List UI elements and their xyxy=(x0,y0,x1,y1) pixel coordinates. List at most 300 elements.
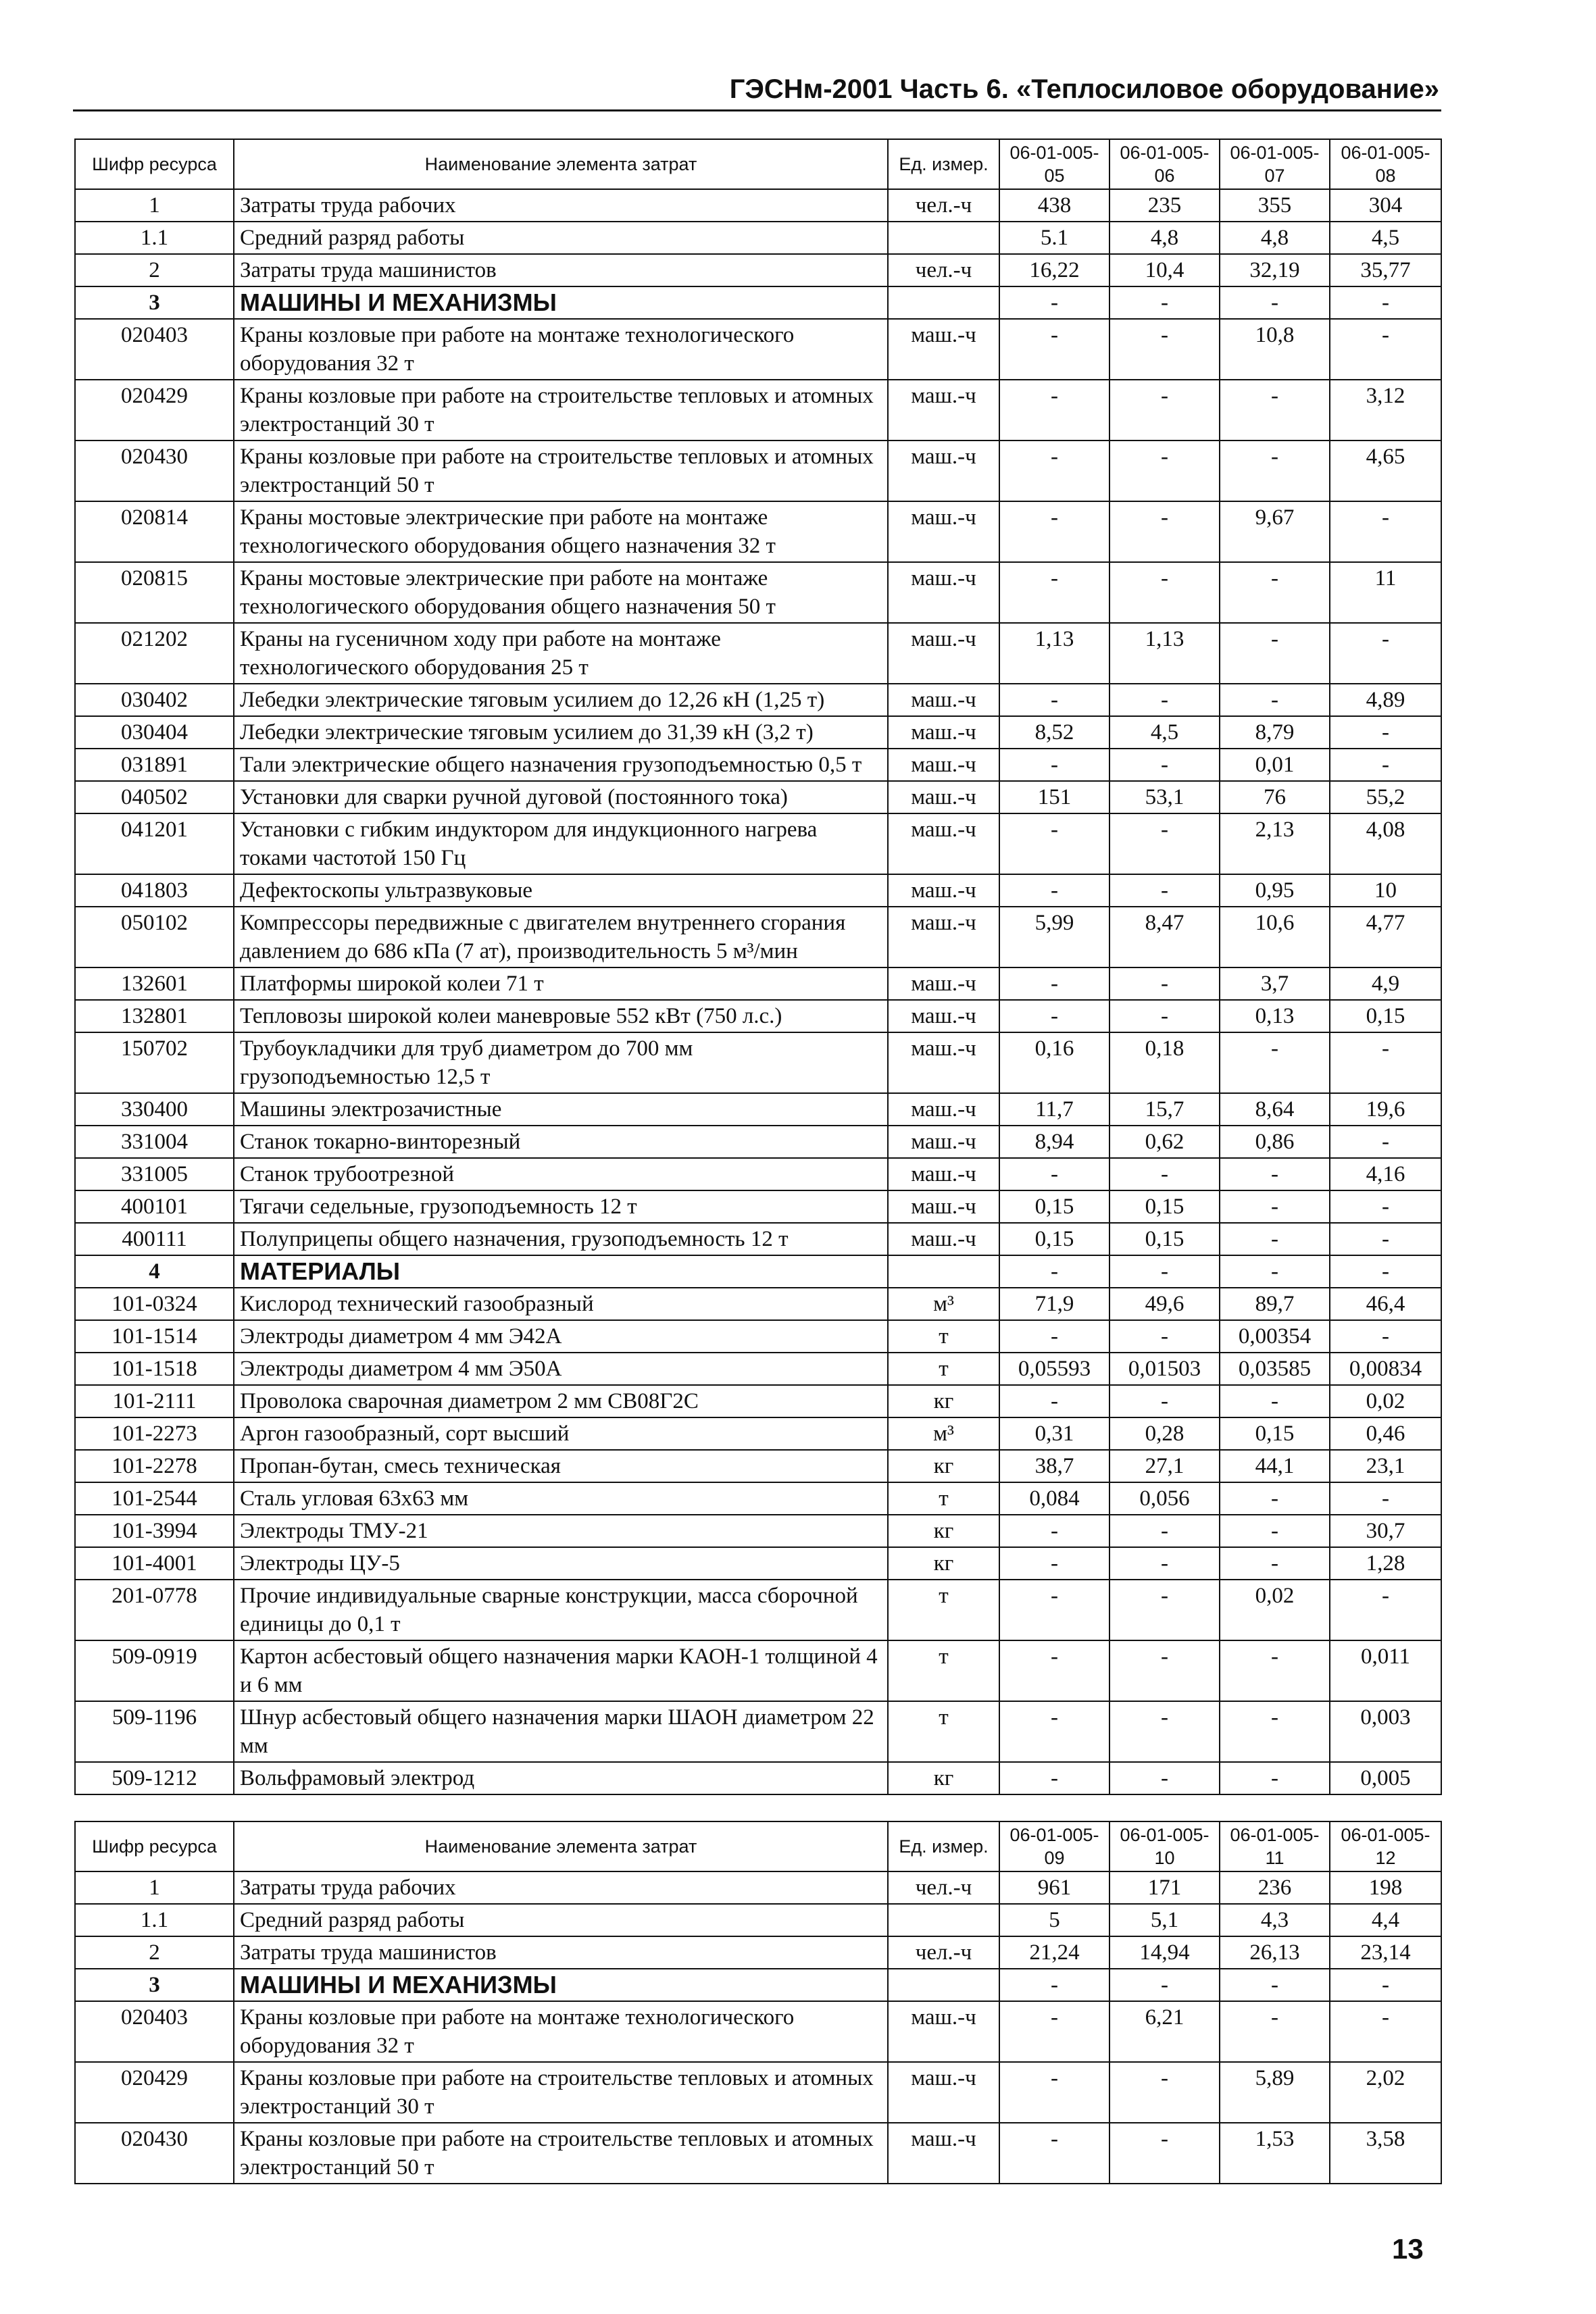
table-row xyxy=(75,562,1441,623)
value-cell: 4,89 xyxy=(1330,684,1441,716)
value-cell: - xyxy=(1330,2001,1441,2062)
resource-name-cell: Тали электрические общего назначения грузоподъемностью 0,5 т xyxy=(234,749,888,781)
value-cell: - xyxy=(1330,1580,1441,1640)
unit-cell: чел.-ч xyxy=(888,189,999,222)
table-row xyxy=(75,319,1441,380)
value-cell: - xyxy=(999,749,1109,781)
table-row xyxy=(75,2001,1441,2062)
resource-code-cell: 331004 xyxy=(75,1126,234,1158)
value-cell: 0,15 xyxy=(1109,1223,1220,1255)
resource-code-cell: 101-2544 xyxy=(75,1482,234,1515)
header-col-3: 06-01-005-11 xyxy=(1220,1821,1330,1871)
table-row xyxy=(75,1223,1441,1255)
value-cell: 0,86 xyxy=(1220,1126,1330,1158)
table-row xyxy=(75,1000,1441,1032)
table-row xyxy=(75,189,1441,222)
resource-name-cell: Краны мостовые электрические при работе на монтаже технологического оборудования общего назначения 32 т xyxy=(234,501,888,562)
unit-cell: маш.-ч xyxy=(888,380,999,441)
resource-name-cell: Средний разряд работы xyxy=(234,1904,888,1936)
table-row xyxy=(75,441,1441,501)
unit-cell xyxy=(888,1969,999,2001)
value-cell: - xyxy=(999,813,1109,874)
resource-code-cell: 101-1514 xyxy=(75,1320,234,1353)
value-cell: 27,1 xyxy=(1109,1450,1220,1482)
resource-code-cell: 1.1 xyxy=(75,1904,234,1936)
value-cell: 0,95 xyxy=(1220,874,1330,907)
unit-cell: м³ xyxy=(888,1288,999,1320)
value-cell: 10 xyxy=(1330,874,1441,907)
table-row xyxy=(75,1158,1441,1190)
header-col-1: 06-01-005-05 xyxy=(999,139,1109,189)
value-cell: 1,13 xyxy=(1109,623,1220,684)
value-cell: 89,7 xyxy=(1220,1288,1330,1320)
unit-cell: кг xyxy=(888,1515,999,1547)
unit-cell: маш.-ч xyxy=(888,1190,999,1223)
value-cell: 0,16 xyxy=(999,1032,1109,1093)
resource-code-cell: 509-0919 xyxy=(75,1640,234,1701)
resource-name-cell: МАШИНЫ И МЕХАНИЗМЫ xyxy=(234,1969,888,2001)
unit-cell: кг xyxy=(888,1762,999,1794)
unit-cell: маш.-ч xyxy=(888,749,999,781)
value-cell: - xyxy=(1220,380,1330,441)
value-cell: - xyxy=(1330,1190,1441,1223)
value-cell: - xyxy=(999,1547,1109,1580)
resource-name-cell: Дефектоскопы ультразвуковые xyxy=(234,874,888,907)
header-name: Наименование элемента затрат xyxy=(234,139,888,189)
table-row xyxy=(75,1580,1441,1640)
unit-cell xyxy=(888,222,999,254)
resource-name-cell: Тепловозы широкой колеи маневровые 552 кВт (750 л.с.) xyxy=(234,1000,888,1032)
value-cell: - xyxy=(1220,623,1330,684)
value-cell: 171 xyxy=(1109,1871,1220,1904)
value-cell: - xyxy=(1220,1547,1330,1580)
resource-name-cell: Краны козловые при работе на монтаже технологического оборудования 32 т xyxy=(234,2001,888,2062)
value-cell: - xyxy=(1109,501,1220,562)
value-cell: 0,15 xyxy=(1109,1190,1220,1223)
header-code: Шифр ресурса xyxy=(75,1821,234,1871)
table-row xyxy=(75,2062,1441,2123)
value-cell: - xyxy=(1220,1762,1330,1794)
resource-name-cell: Станок токарно-винторезный xyxy=(234,1126,888,1158)
resource-name-cell: Краны козловые при работе на строительстве тепловых и атомных электростанций 30 т xyxy=(234,380,888,441)
resource-code-cell: 101-2278 xyxy=(75,1450,234,1482)
value-cell: 5,89 xyxy=(1220,2062,1330,2123)
value-cell: 0,01 xyxy=(1220,749,1330,781)
value-cell: 5.1 xyxy=(999,222,1109,254)
value-cell: 4,3 xyxy=(1220,1904,1330,1936)
value-cell: - xyxy=(1220,1190,1330,1223)
resource-name-cell: Аргон газообразный, сорт высший xyxy=(234,1417,888,1450)
resource-code-cell: 201-0778 xyxy=(75,1580,234,1640)
table-row xyxy=(75,501,1441,562)
value-cell: 55,2 xyxy=(1330,781,1441,813)
value-cell: - xyxy=(1330,1969,1441,2001)
resource-code-cell: 1 xyxy=(75,189,234,222)
unit-cell: маш.-ч xyxy=(888,623,999,684)
header-col-4: 06-01-005-12 xyxy=(1330,1821,1441,1871)
resource-code-cell: 020815 xyxy=(75,562,234,623)
value-cell: 0,05593 xyxy=(999,1353,1109,1385)
table-row xyxy=(75,1640,1441,1701)
resource-name-cell: Средний разряд работы xyxy=(234,222,888,254)
value-cell: 304 xyxy=(1330,189,1441,222)
value-cell: 53,1 xyxy=(1109,781,1220,813)
resource-name-cell: Станок трубоотрезной xyxy=(234,1158,888,1190)
resource-code-cell: 101-0324 xyxy=(75,1288,234,1320)
value-cell: 8,47 xyxy=(1109,907,1220,967)
unit-cell: маш.-ч xyxy=(888,907,999,967)
value-cell: 438 xyxy=(999,189,1109,222)
value-cell: - xyxy=(1109,1969,1220,2001)
value-cell: - xyxy=(1109,749,1220,781)
table-row xyxy=(75,1353,1441,1385)
resource-code-cell: 132601 xyxy=(75,967,234,1000)
value-cell: 4,9 xyxy=(1330,967,1441,1000)
table-row xyxy=(75,2123,1441,2184)
value-cell: 0,13 xyxy=(1220,1000,1330,1032)
resource-code-cell: 020403 xyxy=(75,2001,234,2062)
value-cell: - xyxy=(1330,286,1441,319)
table-row xyxy=(75,1288,1441,1320)
value-cell: 0,011 xyxy=(1330,1640,1441,1701)
resource-name-cell: Установки для сварки ручной дуговой (постоянного тока) xyxy=(234,781,888,813)
value-cell: 23,1 xyxy=(1330,1450,1441,1482)
table-row xyxy=(75,1482,1441,1515)
header-unit: Ед. измер. xyxy=(888,139,999,189)
unit-cell: маш.-ч xyxy=(888,441,999,501)
unit-cell: маш.-ч xyxy=(888,319,999,380)
value-cell: 4,16 xyxy=(1330,1158,1441,1190)
unit-cell: т xyxy=(888,1701,999,1762)
resource-code-cell: 020429 xyxy=(75,380,234,441)
resource-name-cell: Краны козловые при работе на строительстве тепловых и атомных электростанций 50 т xyxy=(234,2123,888,2184)
resource-code-cell: 400101 xyxy=(75,1190,234,1223)
value-cell: - xyxy=(1109,562,1220,623)
resource-name-cell: Краны козловые при работе на монтаже технологического оборудования 32 т xyxy=(234,319,888,380)
resource-name-cell: Вольфрамовый электрод xyxy=(234,1762,888,1794)
value-cell: 0,01503 xyxy=(1109,1353,1220,1385)
value-cell: - xyxy=(1109,380,1220,441)
table-row xyxy=(75,254,1441,286)
value-cell: 10,6 xyxy=(1220,907,1330,967)
resource-code-cell: 509-1212 xyxy=(75,1762,234,1794)
resource-code-cell: 1 xyxy=(75,1871,234,1904)
value-cell: - xyxy=(1330,1126,1441,1158)
value-cell: - xyxy=(999,2062,1109,2123)
value-cell: - xyxy=(1330,1320,1441,1353)
unit-cell: кг xyxy=(888,1547,999,1580)
resource-code-cell: 050102 xyxy=(75,907,234,967)
unit-cell: маш.-ч xyxy=(888,562,999,623)
value-cell: - xyxy=(999,684,1109,716)
value-cell: 5,1 xyxy=(1109,1904,1220,1936)
value-cell: 3,58 xyxy=(1330,2123,1441,2184)
resource-code-cell: 030402 xyxy=(75,684,234,716)
unit-cell xyxy=(888,1904,999,1936)
resource-name-cell: Установки с гибким индуктором для индукционного нагрева токами частотой 150 Гц xyxy=(234,813,888,874)
resource-code-cell: 041803 xyxy=(75,874,234,907)
value-cell: 1,28 xyxy=(1330,1547,1441,1580)
value-cell: - xyxy=(1330,1032,1441,1093)
value-cell: - xyxy=(1220,1640,1330,1701)
value-cell: 2,13 xyxy=(1220,813,1330,874)
section-row xyxy=(75,1255,1441,1288)
value-cell: 76 xyxy=(1220,781,1330,813)
resource-code-cell: 1.1 xyxy=(75,222,234,254)
value-cell: - xyxy=(1109,967,1220,1000)
table-row xyxy=(75,684,1441,716)
page-number: 13 xyxy=(1392,2233,1424,2265)
value-cell: 0,62 xyxy=(1109,1126,1220,1158)
table-header-row xyxy=(75,139,1441,189)
value-cell: 9,67 xyxy=(1220,501,1330,562)
table-row xyxy=(75,222,1441,254)
table-row xyxy=(75,380,1441,441)
resource-code-cell: 330400 xyxy=(75,1093,234,1126)
value-cell: - xyxy=(999,1385,1109,1417)
resource-code-cell: 2 xyxy=(75,254,234,286)
value-cell: - xyxy=(1109,1515,1220,1547)
value-cell: - xyxy=(1220,1223,1330,1255)
table-row xyxy=(75,1093,1441,1126)
resource-name-cell: Машины электрозачистные xyxy=(234,1093,888,1126)
value-cell: - xyxy=(1109,1385,1220,1417)
value-cell: 23,14 xyxy=(1330,1936,1441,1969)
resource-code-cell: 020430 xyxy=(75,2123,234,2184)
value-cell: - xyxy=(999,319,1109,380)
resource-name-cell: Проволока сварочная диаметром 2 мм СВ08Г2С xyxy=(234,1385,888,1417)
value-cell: - xyxy=(999,380,1109,441)
value-cell: 26,13 xyxy=(1220,1936,1330,1969)
value-cell: - xyxy=(1220,562,1330,623)
value-cell: 16,22 xyxy=(999,254,1109,286)
section-row xyxy=(75,286,1441,319)
value-cell: 10,8 xyxy=(1220,319,1330,380)
value-cell: 3,12 xyxy=(1330,380,1441,441)
resource-name-cell: Краны козловые при работе на строительстве тепловых и атомных электростанций 50 т xyxy=(234,441,888,501)
header-col-2: 06-01-005-06 xyxy=(1109,139,1220,189)
table-row xyxy=(75,1385,1441,1417)
resource-code-cell: 020429 xyxy=(75,2062,234,2123)
resource-name-cell: МАШИНЫ И МЕХАНИЗМЫ xyxy=(234,286,888,319)
page-header-title: ГЭСНм-2001 Часть 6. «Теплосиловое оборудование» xyxy=(729,74,1439,104)
header-col-1: 06-01-005-09 xyxy=(999,1821,1109,1871)
value-cell: - xyxy=(1220,684,1330,716)
resource-code-cell: 101-3994 xyxy=(75,1515,234,1547)
value-cell: 14,94 xyxy=(1109,1936,1220,1969)
unit-cell: маш.-ч xyxy=(888,684,999,716)
header-col-4: 06-01-005-08 xyxy=(1330,139,1441,189)
resource-name-cell: Шнур асбестовый общего назначения марки ШАОН диаметром 22 мм xyxy=(234,1701,888,1762)
value-cell: 38,7 xyxy=(999,1450,1109,1482)
value-cell: 11 xyxy=(1330,562,1441,623)
table-row xyxy=(75,781,1441,813)
table-row xyxy=(75,1417,1441,1450)
unit-cell: маш.-ч xyxy=(888,2123,999,2184)
value-cell: 4,08 xyxy=(1330,813,1441,874)
unit-cell: чел.-ч xyxy=(888,1936,999,1969)
value-cell: 4,8 xyxy=(1220,222,1330,254)
value-cell: 198 xyxy=(1330,1871,1441,1904)
table-row xyxy=(75,1126,1441,1158)
value-cell: - xyxy=(1220,1515,1330,1547)
value-cell: - xyxy=(1220,2001,1330,2062)
value-cell: - xyxy=(1109,441,1220,501)
resource-table-1 xyxy=(74,139,1442,1795)
value-cell: 11,7 xyxy=(999,1093,1109,1126)
value-cell: - xyxy=(999,2123,1109,2184)
resource-code-cell: 021202 xyxy=(75,623,234,684)
value-cell: - xyxy=(1109,2123,1220,2184)
value-cell: - xyxy=(1220,1158,1330,1190)
value-cell: - xyxy=(999,1158,1109,1190)
value-cell: 4,5 xyxy=(1330,222,1441,254)
value-cell: - xyxy=(1330,1255,1441,1288)
value-cell: 4,77 xyxy=(1330,907,1441,967)
resource-name-cell: Трубоукладчики для труб диаметром до 700 мм грузоподъемностью 12,5 т xyxy=(234,1032,888,1093)
unit-cell: маш.-ч xyxy=(888,1000,999,1032)
resource-name-cell: Электроды диаметром 4 мм Э42А xyxy=(234,1320,888,1353)
resource-name-cell: Тягачи седельные, грузоподъемность 12 т xyxy=(234,1190,888,1223)
value-cell: 0,00354 xyxy=(1220,1320,1330,1353)
resource-name-cell: Краны мостовые электрические при работе на монтаже технологического оборудования общего назначения 50 т xyxy=(234,562,888,623)
table-row xyxy=(75,813,1441,874)
value-cell: 0,03585 xyxy=(1220,1353,1330,1385)
value-cell: 71,9 xyxy=(999,1288,1109,1320)
unit-cell: маш.-ч xyxy=(888,874,999,907)
resource-code-cell: 020814 xyxy=(75,501,234,562)
value-cell: 0,005 xyxy=(1330,1762,1441,1794)
header-col-2: 06-01-005-10 xyxy=(1109,1821,1220,1871)
resource-name-cell: Затраты труда машинистов xyxy=(234,1936,888,1969)
value-cell: 8,64 xyxy=(1220,1093,1330,1126)
value-cell: 32,19 xyxy=(1220,254,1330,286)
table-row xyxy=(75,1190,1441,1223)
value-cell: - xyxy=(999,2001,1109,2062)
value-cell: - xyxy=(999,967,1109,1000)
table-row xyxy=(75,1032,1441,1093)
value-cell: 0,18 xyxy=(1109,1032,1220,1093)
unit-cell: маш.-ч xyxy=(888,2001,999,2062)
unit-cell: маш.-ч xyxy=(888,1158,999,1190)
table-row xyxy=(75,1762,1441,1794)
value-cell: - xyxy=(1109,813,1220,874)
unit-cell: т xyxy=(888,1353,999,1385)
value-cell: 1,53 xyxy=(1220,2123,1330,2184)
value-cell: - xyxy=(1109,1580,1220,1640)
unit-cell: маш.-ч xyxy=(888,1093,999,1126)
value-cell: - xyxy=(999,1640,1109,1701)
value-cell: - xyxy=(999,1969,1109,2001)
value-cell: - xyxy=(1330,623,1441,684)
value-cell: - xyxy=(999,1701,1109,1762)
value-cell: - xyxy=(1109,1640,1220,1701)
table-header-row xyxy=(75,1821,1441,1871)
resource-name-cell: Краны козловые при работе на строительстве тепловых и атомных электростанций 30 т xyxy=(234,2062,888,2123)
table-row xyxy=(75,1515,1441,1547)
value-cell: 355 xyxy=(1220,189,1330,222)
value-cell: 0,02 xyxy=(1330,1385,1441,1417)
value-cell: - xyxy=(1109,1762,1220,1794)
value-cell: 4,8 xyxy=(1109,222,1220,254)
value-cell: 35,77 xyxy=(1330,254,1441,286)
value-cell: 236 xyxy=(1220,1871,1330,1904)
value-cell: - xyxy=(1220,1482,1330,1515)
value-cell: - xyxy=(1109,1547,1220,1580)
unit-cell: чел.-ч xyxy=(888,254,999,286)
resource-code-cell: 030404 xyxy=(75,716,234,749)
value-cell: 961 xyxy=(999,1871,1109,1904)
value-cell: 2,02 xyxy=(1330,2062,1441,2123)
unit-cell: т xyxy=(888,1580,999,1640)
value-cell: 0,15 xyxy=(999,1190,1109,1223)
value-cell: - xyxy=(1109,684,1220,716)
unit-cell: кг xyxy=(888,1450,999,1482)
resource-name-cell: Затраты труда рабочих xyxy=(234,1871,888,1904)
value-cell: - xyxy=(1220,1385,1330,1417)
resource-name-cell: Электроды ТМУ-21 xyxy=(234,1515,888,1547)
header-divider xyxy=(73,109,1441,111)
value-cell: 5 xyxy=(999,1904,1109,1936)
table-row xyxy=(75,1450,1441,1482)
table-row xyxy=(75,1936,1441,1969)
unit-cell: маш.-ч xyxy=(888,1223,999,1255)
resource-name-cell: Электроды диаметром 4 мм Э50А xyxy=(234,1353,888,1385)
value-cell: - xyxy=(1109,1158,1220,1190)
value-cell: - xyxy=(1220,441,1330,501)
resource-code-cell: 2 xyxy=(75,1936,234,1969)
resource-code-cell: 132801 xyxy=(75,1000,234,1032)
value-cell: - xyxy=(1330,319,1441,380)
value-cell: 4,5 xyxy=(1109,716,1220,749)
resource-code-cell: 3 xyxy=(75,286,234,319)
resource-code-cell: 041201 xyxy=(75,813,234,874)
resource-code-cell: 331005 xyxy=(75,1158,234,1190)
resource-name-cell: Прочие индивидуальные сварные конструкции, масса сборочной единицы до 0,1 т xyxy=(234,1580,888,1640)
resource-name-cell: Сталь угловая 63х63 мм xyxy=(234,1482,888,1515)
value-cell: - xyxy=(999,1762,1109,1794)
resource-name-cell: Картон асбестовый общего назначения марки КАОН-1 толщиной 4 и 6 мм xyxy=(234,1640,888,1701)
value-cell: 0,02 xyxy=(1220,1580,1330,1640)
resource-name-cell: Компрессоры передвижные с двигателем внутреннего сгорания давлением до 686 кПа (7 ат), производительность 5 м³/мин xyxy=(234,907,888,967)
value-cell: 30,7 xyxy=(1330,1515,1441,1547)
value-cell: 0,084 xyxy=(999,1482,1109,1515)
table-row xyxy=(75,967,1441,1000)
value-cell: 8,79 xyxy=(1220,716,1330,749)
value-cell: - xyxy=(1220,1255,1330,1288)
value-cell: 0,46 xyxy=(1330,1417,1441,1450)
value-cell: 46,4 xyxy=(1330,1288,1441,1320)
unit-cell: маш.-ч xyxy=(888,781,999,813)
resource-name-cell: МАТЕРИАЛЫ xyxy=(234,1255,888,1288)
value-cell: - xyxy=(999,1580,1109,1640)
unit-cell: маш.-ч xyxy=(888,967,999,1000)
header-unit: Ед. измер. xyxy=(888,1821,999,1871)
value-cell: 15,7 xyxy=(1109,1093,1220,1126)
table-row xyxy=(75,1320,1441,1353)
value-cell: 0,00834 xyxy=(1330,1353,1441,1385)
value-cell: 0,31 xyxy=(999,1417,1109,1450)
value-cell: - xyxy=(1109,874,1220,907)
table-row xyxy=(75,1904,1441,1936)
resource-name-cell: Полуприцепы общего назначения, грузоподъемность 12 т xyxy=(234,1223,888,1255)
table-row xyxy=(75,874,1441,907)
resource-code-cell: 509-1196 xyxy=(75,1701,234,1762)
value-cell: 151 xyxy=(999,781,1109,813)
unit-cell: т xyxy=(888,1320,999,1353)
value-cell: 8,52 xyxy=(999,716,1109,749)
section-row xyxy=(75,1969,1441,2001)
